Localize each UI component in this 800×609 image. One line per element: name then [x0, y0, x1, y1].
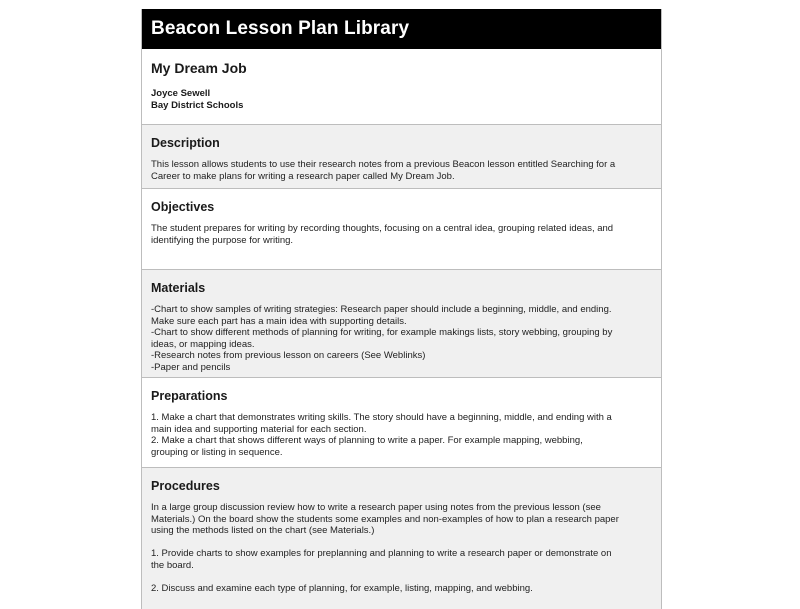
preparations-line: grouping or listing in sequence.: [151, 446, 283, 458]
procedures-line: using the methods listed on the chart (see Materials.): [151, 525, 375, 536]
site-header: [142, 9, 661, 49]
author-name: Joyce Sewell: [151, 88, 211, 99]
materials-heading: Materials: [151, 281, 206, 295]
procedures-heading: Procedures: [151, 479, 220, 493]
preparations-section: [142, 378, 661, 468]
materials-line: ideas, or mapping ideas.: [151, 338, 255, 350]
site-title: Beacon Lesson Plan Library: [151, 18, 410, 39]
description-section: [142, 125, 661, 189]
preparations-line: 2. Make a chart that shows different ways of planning to write a paper. For example mapping, webbing,: [151, 435, 583, 446]
procedures-line: In a large group discussion review how to write a research paper using notes from the previous lesson (see: [151, 502, 601, 513]
objectives-line: identifying the purpose for writing.: [151, 234, 294, 246]
materials-line: Make sure each part has a main idea with supporting details.: [151, 315, 407, 327]
lesson-title: My Dream Job: [151, 60, 247, 76]
preparations-heading: Preparations: [151, 389, 228, 403]
objectives-section: [142, 189, 661, 270]
materials-line: -Chart to show samples of writing strategies: Research paper should include a beginning, middle, and ending.: [151, 304, 612, 315]
procedures-line: 2. Discuss and examine each type of planning, for example, listing, mapping, and webbing.: [151, 582, 533, 594]
procedures-section: [142, 468, 661, 609]
materials-line: -Chart to show different methods of planning for writing, for example makings lists, story webbing, grouping by: [151, 327, 613, 338]
preparations-line: 1. Make a chart that demonstrates writing skills. The story should have a beginning, middle, and ending with a: [151, 412, 612, 423]
description-line: Career to make plans for writing a research paper called My Dream Job.: [151, 170, 455, 182]
description-heading: Description: [151, 136, 220, 150]
materials-line: -Paper and pencils: [151, 361, 231, 373]
description-line: This lesson allows students to use their research notes from a previous Beacon lesson entitled Searching for a: [151, 159, 616, 170]
procedures-line: the board.: [151, 559, 194, 571]
lesson-header: [142, 49, 661, 125]
preparations-line: main idea and supporting material for each section.: [151, 423, 367, 435]
procedures-line: Materials.) On the board show the students some examples and non-examples of how to plan a research paper: [151, 513, 619, 525]
objectives-line: The student prepares for writing by recording thoughts, focusing on a central idea, grouping related ideas, and: [151, 223, 614, 234]
procedures-line: 1. Provide charts to show examples for preplanning and planning to write a research paper or demonstrate on: [151, 548, 612, 559]
lesson-plan-page: [141, 9, 662, 609]
materials-section: [142, 270, 661, 378]
materials-line: -Research notes from previous lesson on careers (See Weblinks): [151, 350, 426, 361]
author-organization: Bay District Schools: [151, 100, 244, 111]
objectives-heading: Objectives: [151, 200, 215, 214]
